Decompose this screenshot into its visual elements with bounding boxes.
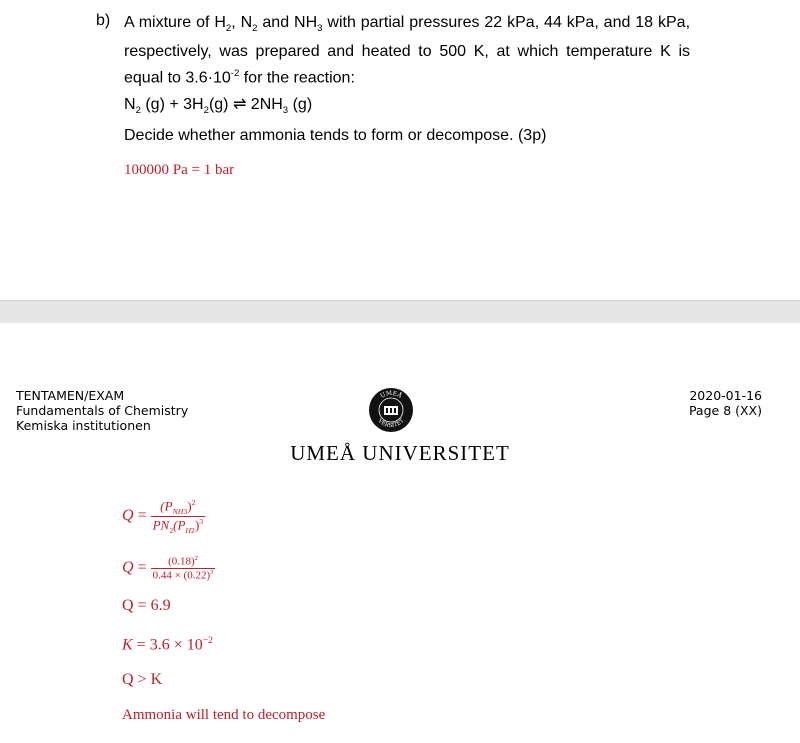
ten: 10 [212,69,231,87]
k-exponent: −2 [202,635,213,646]
question-task: Decide whether ammonia tends to form or decompose. (3p) [124,127,547,144]
page-previous [0,0,800,300]
num-value: (0.18) [168,555,195,568]
reaction-equation [124,94,312,116]
university-name: UMEÅ UNIVERSITET [290,441,510,465]
question-rest: with partial pressures 22 kPa, 44 kPa, and 18 kPa, respectively, was prepared and heated to 500 K, at which temperature K is equal to 3.6 [124,14,691,87]
conclusion: Ammonia will tend to decompose [122,707,326,723]
nh-sub-digit: 3 [183,506,188,516]
reactant-state: (g) + 3H [140,96,204,113]
multiply-dot: · [207,69,213,87]
product-nh3: 2NH [246,96,283,113]
exponent: -2 [230,68,240,80]
pn-symbol: PN [152,517,170,533]
seal-text-bottom: VERSITET [376,418,406,430]
den-value: 0.44 × (0.22) [152,569,211,582]
n2-formula: N [240,14,253,31]
h-sub: H [185,525,192,535]
n2-subscript: 2 [252,23,258,35]
question-intro: A mixture of [124,14,215,31]
course-name: Fundamentals of Chemistry [16,403,189,418]
reactant-h2-sub: 2 [203,105,209,117]
exam-title: TENTAMEN/EXAM [16,388,125,403]
reactant-n2: N [124,96,136,113]
nh3-subscript: 3 [317,23,323,35]
q-symbol-2: Q [122,558,134,576]
product-nh3-sub: 3 [282,105,289,117]
q-substitution [122,555,215,581]
p-symbol: (P [160,498,173,514]
nh-sub: NH [172,506,184,516]
den-power: 3 [199,516,204,526]
q-numeric-denominator [151,569,216,582]
equals: = [133,507,151,525]
h2-formula: H [214,14,226,31]
h-sub-digit: 2 [191,525,195,535]
separator: , [231,14,241,31]
num-value-power: 2 [194,555,198,562]
q-result: Q = 6.9 [122,597,171,614]
q-numeric-numerator [151,555,216,569]
question-text [124,12,690,90]
q-denominator [151,517,206,535]
q-numerator [151,498,206,517]
product-state: (g) [288,96,313,113]
seal-text-top: UMEÅ [379,389,403,400]
den-value-power: 3 [210,568,214,576]
reactant-h2-state: (g) [208,96,233,113]
ph-symbol: (P [173,517,186,533]
page-number: Page 8 (XX) [688,403,762,418]
page-current [0,323,800,743]
exam-header-left [16,388,188,433]
k-value: $K = 3.6 \times 10^{-2}$ [122,635,213,654]
paren-close: ) [187,498,192,514]
question-end: for the reaction: [239,69,355,87]
nh3-formula: NH [294,14,318,31]
question-letter: b) [96,12,111,29]
department: Kemiska institutionen [16,418,151,433]
page-break [0,300,800,324]
q-fraction [151,498,206,535]
pn-sub: 2 [169,525,174,535]
unit-note: 100000 Pa = 1 bar [124,162,235,178]
reactant-n2-sub: 2 [135,105,141,117]
den-paren-close: ) [194,517,200,533]
comparison: Q > K [122,671,163,688]
q-symbol: Q [122,507,134,525]
equals-2: = [133,558,151,576]
k-value-text: = 3.6 × 10 [132,636,203,654]
university-seal-icon [368,387,414,433]
exam-header-right [689,388,762,418]
and-text: and [257,14,295,31]
q-numeric-fraction [151,555,216,581]
q-expression [122,498,205,535]
exam-date: 2020-01-16 [689,388,762,403]
h2-subscript: 2 [225,23,232,35]
num-power: 2 [191,498,196,507]
equilibrium-arrow-icon: ⇌ [232,96,247,113]
